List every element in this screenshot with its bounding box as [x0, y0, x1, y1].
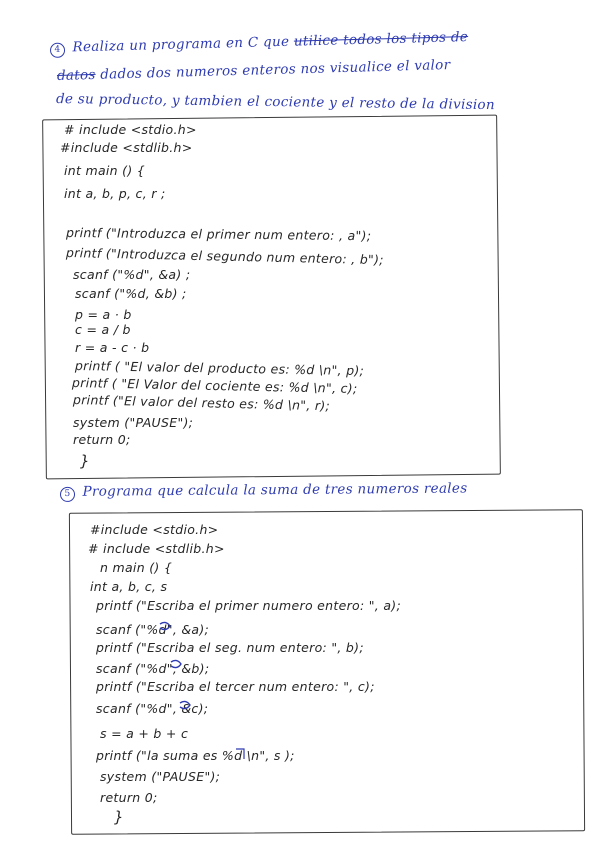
- code-line: printf ("Escriba el primer numero entero: ", a);: [96, 598, 401, 613]
- exercise5-number: 5: [60, 487, 75, 502]
- code-line: }: [114, 808, 124, 826]
- code-line: int main () {: [64, 163, 146, 178]
- exercise5-title: Programa que calcula la suma de tres numeros reales: [82, 480, 468, 500]
- code-line: # include <stdlib.h>: [88, 541, 225, 556]
- code-line: int a, b, c, s: [90, 579, 168, 594]
- code-line: scanf ("%d", &a);: [96, 622, 210, 637]
- exercise4-number: 4: [50, 43, 65, 58]
- code-line: c = a / b: [75, 322, 131, 337]
- code-line: printf ("El valor del resto es: %d \n", r);: [72, 392, 331, 414]
- code-line: printf ( "El Valor del cociente es: %d \n", c);: [71, 375, 358, 396]
- code-line: scanf ("%d", &b);: [96, 661, 210, 676]
- code-line: return 0;: [73, 432, 131, 447]
- exercise4-line2-text: dados dos numeros enteros nos visualice el valor: [100, 57, 451, 83]
- exercise4-heading-line3: [56, 91, 495, 113]
- code-line: s = a + b + c: [100, 726, 189, 741]
- code-line: r = a - c · b: [75, 340, 150, 355]
- code-line: printf ("Introduzca el segundo num entero: , b");: [65, 245, 384, 268]
- code-line: scanf ("%d", &c);: [96, 701, 209, 716]
- code-line: return 0;: [100, 790, 158, 805]
- code-line: printf ("Escriba el tercer num entero: ", c);: [96, 679, 375, 694]
- code-line: printf ("Introduzca el primer num entero: , a");: [65, 225, 372, 244]
- exercise4-line3-text: de su producto, y tambien el cociente y el resto de la division: [55, 91, 496, 114]
- exercise4-heading-line1: [50, 29, 469, 58]
- code-line: system ("PAUSE");: [100, 769, 221, 784]
- code-line: scanf ("%d, &b) ;: [75, 286, 187, 301]
- code-line: #include <stdio.h>: [90, 522, 219, 537]
- code-line: #include <stdlib.h>: [60, 140, 193, 155]
- code-line: int a, b, p, c, r ;: [64, 186, 166, 201]
- code-line: n main () {: [100, 560, 173, 575]
- exercise4-heading-line2: [57, 57, 451, 84]
- code-line: printf ("Escriba el seg. num entero: ", b);: [96, 640, 364, 655]
- code-line: printf ("la suma es %d \n", s );: [96, 748, 295, 763]
- code-line: scanf ("%d", &a) ;: [73, 267, 191, 282]
- code-line: system ("PAUSE");: [73, 415, 194, 430]
- exercise4-line2-struck: datos: [56, 66, 96, 84]
- code-line: }: [80, 452, 90, 470]
- exercise4-line1-struck: utilice todos los tipos de: [293, 29, 469, 50]
- code-line: p = a · b: [75, 307, 132, 322]
- exercise5-heading: [60, 480, 468, 502]
- code-line: printf ( "El valor del producto es: %d \n", p);: [74, 358, 365, 379]
- exercise4-line1-text: Realiza un programa en C que: [72, 33, 290, 56]
- code-line: # include <stdio.h>: [64, 122, 197, 137]
